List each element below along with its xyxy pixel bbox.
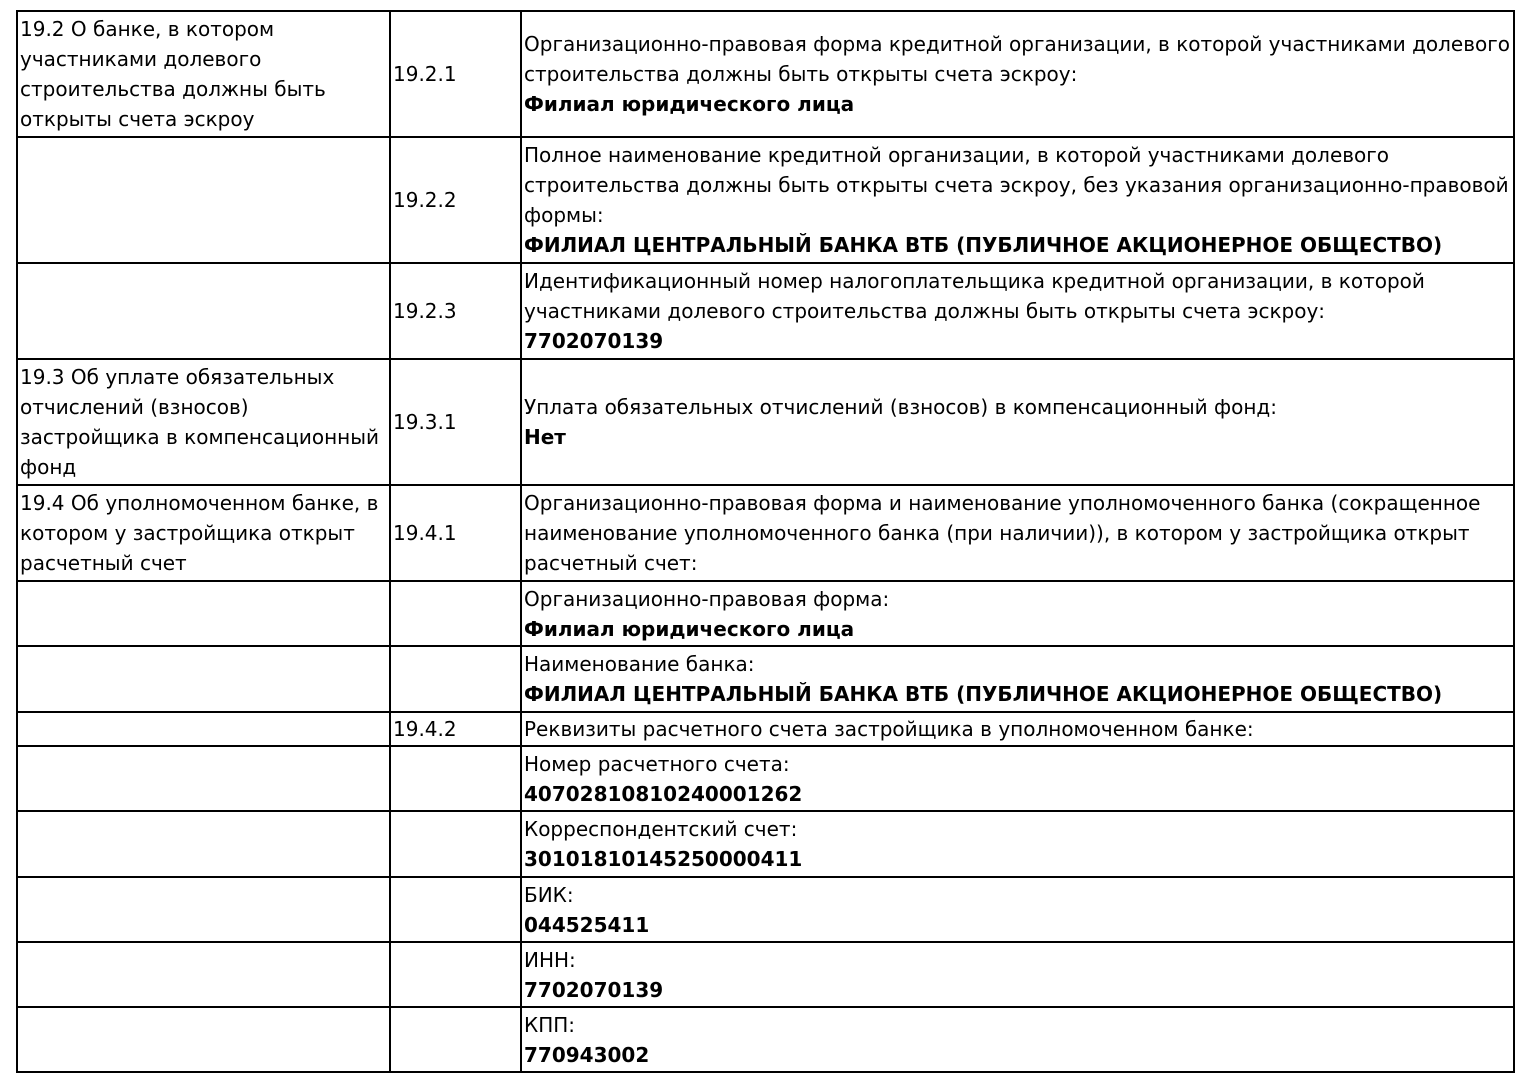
item-code: 19.4.1 [390,485,521,581]
item-code [390,1007,521,1072]
item-content [521,877,1514,942]
item-code [390,811,521,877]
section-title [17,1007,390,1072]
field-label: Идентификационный номер налогоплательщика кредитной организации, в которой участниками долевого строительства должны быть открыты счета эскроу: [524,269,1425,323]
section-title: 19.2 О банке, в котором участниками долевого строительства должны быть открыты счета эскроу [17,11,390,137]
table-row [17,811,1514,877]
field-value: 40702810810240001262 [524,781,803,806]
section-title [17,811,390,877]
table-row [17,581,1514,646]
item-content [521,942,1514,1007]
section-title [17,942,390,1007]
field-value: ФИЛИАЛ ЦЕНТРАЛЬНЫЙ БАНКА ВТБ (ПУБЛИЧНОЕ АКЦИОНЕРНОЕ ОБЩЕСТВО) [524,682,1443,706]
field-value: 770943002 [524,1042,650,1067]
field-label: Номер расчетного счета: [524,751,790,776]
table-row [17,137,1514,263]
field-value: Нет [524,425,566,449]
item-content [521,263,1514,359]
table-row [17,11,1514,137]
field-label: Организационно-правовая форма: [524,586,890,611]
section-title [17,712,390,746]
table-row [17,712,1514,746]
item-content [521,712,1514,746]
field-value: 044525411 [524,912,650,937]
section-title: 19.4 Об уполномоченном банке, в котором у застройщика открыт расчетный счет [17,485,390,581]
item-content [521,646,1514,712]
item-code: 19.3.1 [390,359,521,485]
item-code: 19.2.3 [390,263,521,359]
field-label: Корреспондентский счет: [524,817,798,841]
table-row [17,263,1514,359]
item-content [521,746,1514,811]
table-row [17,877,1514,942]
item-content [521,137,1514,263]
table-row [17,942,1514,1007]
section-title [17,646,390,712]
section-title [17,746,390,811]
item-code: 19.4.2 [390,712,521,746]
field-value: 7702070139 [524,977,664,1002]
item-code [390,942,521,1007]
field-value: Филиал юридического лица [524,92,855,116]
item-code [390,746,521,811]
field-label: Организационно-правовая форма и наименование уполномоченного банка (сокращенное наименование уполномоченного банка (при наличии)), в котором у застройщика открыт расчетный счет: [524,491,1481,575]
field-label: Уплата обязательных отчислений (взносов) в компенсационный фонд: [524,395,1277,419]
field-value: Филиал юридического лица [524,616,855,641]
item-code [390,646,521,712]
item-code [390,581,521,646]
item-code [390,877,521,942]
item-content [521,485,1514,581]
item-content [521,581,1514,646]
field-value: 7702070139 [524,329,664,353]
field-label: ИНН: [524,947,576,972]
table-row [17,646,1514,712]
section-title [17,581,390,646]
section-title [17,263,390,359]
declaration-table [16,10,1515,1073]
item-content [521,811,1514,877]
item-content [521,359,1514,485]
section-title: 19.3 Об уплате обязательных отчислений (взносов) застройщика в компенсационный фонд [17,359,390,485]
field-label: Наименование банка: [524,652,755,676]
table-row [17,359,1514,485]
table-row [17,1007,1514,1072]
table-row [17,485,1514,581]
field-label: КПП: [524,1012,576,1037]
field-label: Реквизиты расчетного счета застройщика в уполномоченном банке: [524,717,1254,741]
section-title [17,877,390,942]
item-content [521,1007,1514,1072]
table-row [17,746,1514,811]
field-label: Полное наименование кредитной организации, в которой участниками долевого строительства должны быть открыты счета эскроу, без указания организационно-правовой формы: [524,143,1509,227]
item-code: 19.2.2 [390,137,521,263]
field-label: БИК: [524,882,574,907]
item-code: 19.2.1 [390,11,521,137]
field-label: Организационно-правовая форма кредитной организации, в которой участниками долевого строительства должны быть открыты счета эскроу: [524,32,1511,86]
field-value: 30101810145250000411 [524,847,803,871]
field-value: ФИЛИАЛ ЦЕНТРАЛЬНЫЙ БАНКА ВТБ (ПУБЛИЧНОЕ АКЦИОНЕРНОЕ ОБЩЕСТВО) [524,233,1443,257]
section-title [17,137,390,263]
item-content [521,11,1514,137]
